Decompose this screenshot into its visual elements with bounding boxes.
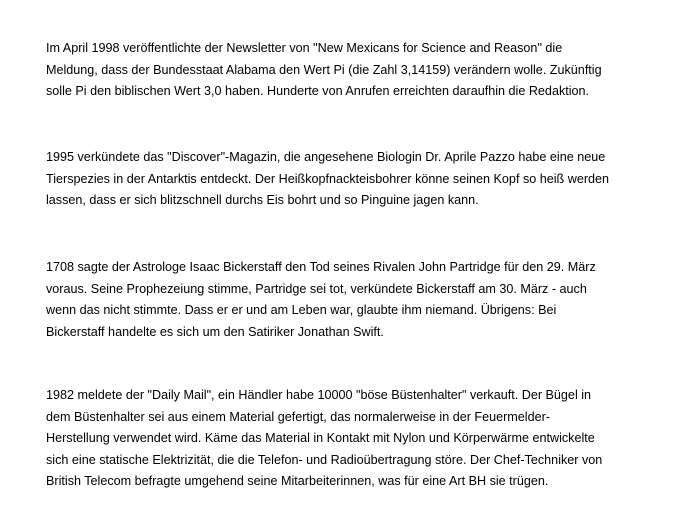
text-line: British Telecom befragte umgehend seine Mitarbeiterinnen, was für eine Art BH sie trügen. — [46, 474, 549, 488]
text-line: Bickerstaff handelte es sich um den Satiriker Jonathan Swift. — [46, 324, 384, 339]
text-line: Tierspezies in der Antarktis entdeckt. Der Heißkopfnackteisbohrer könne seinen Kopf so heiß werden — [46, 171, 610, 186]
paragraph-pi-alabama — [46, 38, 666, 103]
text-line: Im April 1998 veröffentlichte der Newsletter von "New Mexicans for Science and Reason" die — [46, 41, 563, 55]
text-line: voraus. Seine Prophezeiung stimme, Partridge sei tot, verkündete Bickerstaff am 30. März - auch — [46, 281, 587, 296]
text-line: 1995 verkündete das "Discover"-Magazin, die angesehene Biologin Dr. Aprile Pazzo habe eine neue — [46, 150, 606, 164]
text-line: lassen, dass er sich blitzschnell durchs Eis bohrt und so Pinguine jagen kann. — [46, 193, 479, 207]
paragraph-daily-mail — [46, 385, 666, 493]
paragraph-discover-magazine — [46, 147, 666, 212]
text-line: 1982 meldete der "Daily Mail", ein Händler habe 10000 "böse Büstenhalter" verkauft. Der Bügel in — [46, 388, 592, 402]
text-line: sich eine statische Elektrizität, die die Telefon- und Radioübertragung störe. Der Chef-Techniker von — [46, 452, 603, 467]
text-line: wenn das nicht stimmte. Dass er er und am Leben war, glaubte ihm niemand. Übrigens: Bei — [46, 303, 557, 317]
text-line: 1708 sagte der Astrologe Isaac Bickerstaff den Tod seines Rivalen John Partridge für den 29. März — [46, 260, 596, 274]
text-line: solle Pi den biblischen Wert 3,0 haben. Hunderte von Anrufen erreichten daraufhin die Redaktion. — [46, 84, 590, 98]
paragraph-bickerstaff — [46, 257, 666, 343]
text-line: dem Büstenhalter sei aus einem Material gefertigt, das normalerweise in der Feuermelder- — [46, 409, 550, 424]
text-line: Meldung, dass der Bundesstaat Alabama den Wert Pi (die Zahl 3,14159) verändern wolle. Zukünftig — [46, 62, 602, 77]
text-line: Herstellung verwendet wird. Käme das Material in Kontakt mit Nylon und Körperwärme entwickelte — [46, 431, 595, 445]
